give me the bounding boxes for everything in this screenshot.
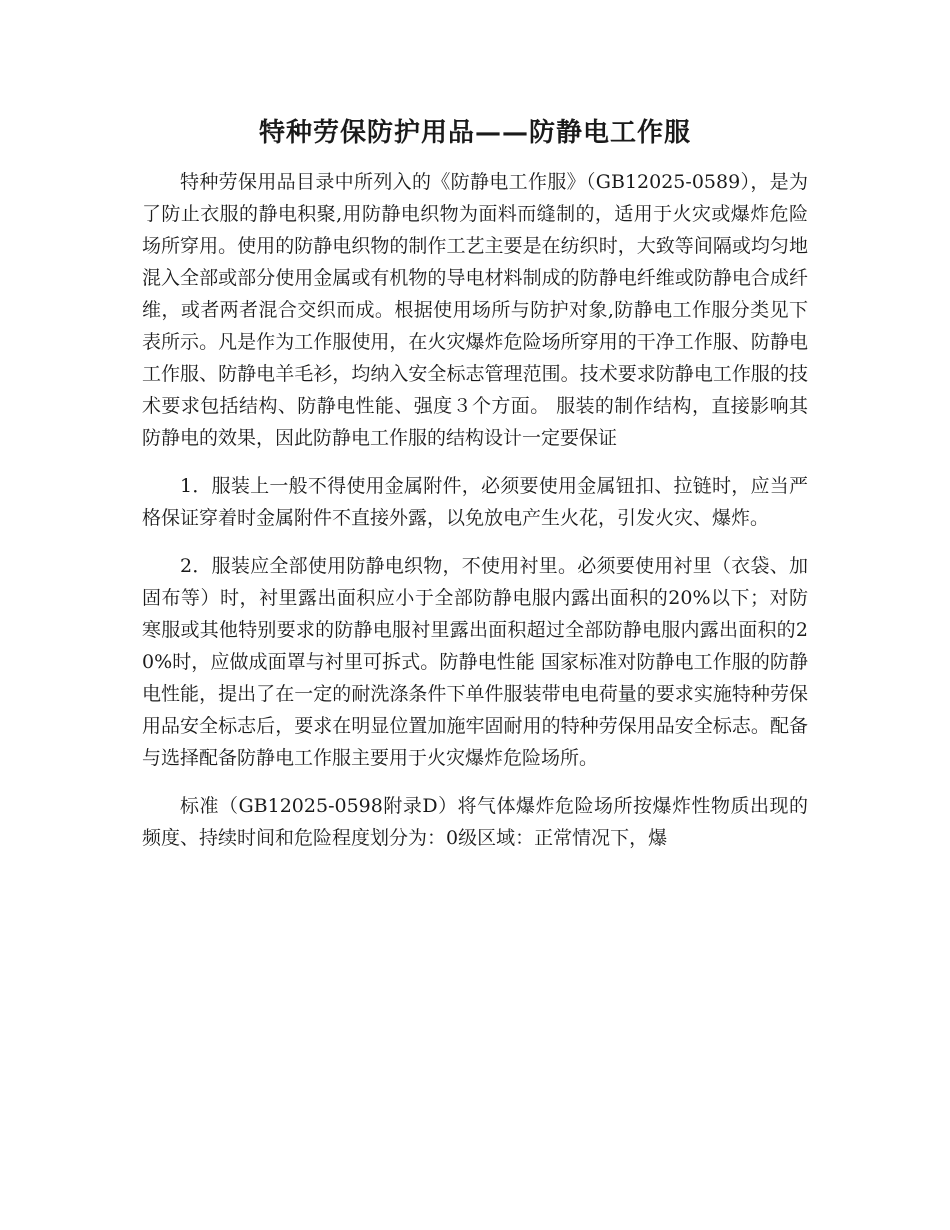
paragraph-item-1: 1．服装上一般不得使用金属附件，必须要使用金属钮扣、拉链时，应当严格保证穿着时金属附件不直接外露，以免放电产生火花，引发火灾、爆炸。	[142, 475, 808, 529]
paragraph-standard: 标准（GB12025-0598附录D）将气体爆炸危险场所按爆炸性物质出现的频度、持续时间和危险程度划分为：0级区域：正常情况下，爆	[142, 795, 808, 849]
document-title: 特种劳保防护用品——防静电工作服	[258, 118, 691, 148]
document-body	[142, 108, 808, 854]
paragraph-item-2: 2．服装应全部使用防静电织物，不使用衬里。必须要使用衬里（衣袋、加固布等）时，衬里露出面积应小于全部防静电服内露出面积的20%以下；对防寒服或其他特别要求的防静电服衬里露出面积超过全部防静电服内露出面积的20%时，应做成面罩与衬里可拆式。防静电性能 国家标准对防静电工作服的防静电性能，提出了在一定的耐洗涤条件下单件服装带电电荷量的要求实施特种劳保用品安全标志后，要求在明显位置加施牢固耐用的特种劳保用品安全标志。配备与选择配备防静电工作服主要用于火灾爆炸危险场所。	[142, 555, 808, 769]
paragraph-intro: 特种劳保用品目录中所列入的《防静电工作服》（GB12025-0589），是为了防止衣服的静电积聚,用防静电织物为面料而缝制的，适用于火灾或爆炸危险场所穿用。使用的防静电织物的制作工艺主要是在纺织时，大致等间隔或均匀地混入全部或部分使用金属或有机物的导电材料制成的防静电纤维或防静电合成纤维，或者两者混合交织而成。根据使用场所与防护对象,防静电工作服分类见下表所示。凡是作为工作服使用，在火灾爆炸危险场所穿用的干净工作服、防静电工作服、防静电羊毛衫，均纳入安全标志管理范围。技术要求防静电工作服的技术要求包括结构、防静电性能、强度３个方面。 服装的制作结构，直接影响其防静电的效果，因此防静电工作服的结构设计一定要保证	[142, 171, 808, 449]
